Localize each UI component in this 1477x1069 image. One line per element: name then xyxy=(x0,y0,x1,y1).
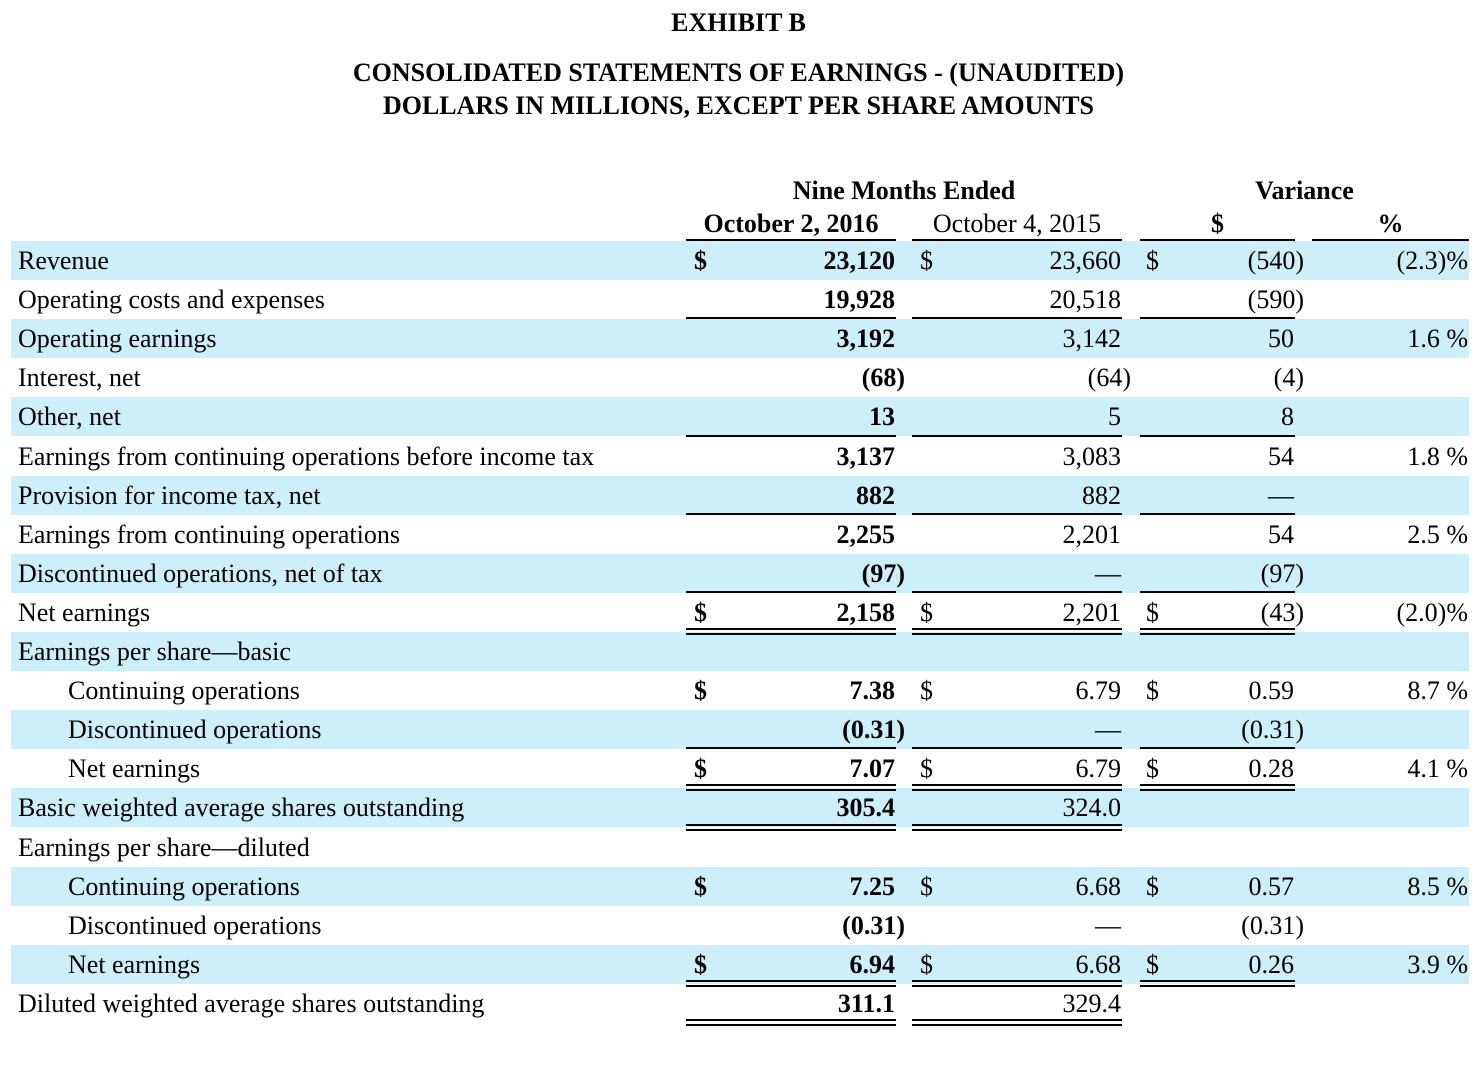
subtotal-rule xyxy=(686,317,896,319)
total-double-rule xyxy=(912,824,1122,831)
total-double-rule xyxy=(912,628,1122,635)
total-double-rule xyxy=(1140,784,1295,791)
current-value: 23,120 xyxy=(823,246,895,275)
variance-dollar-sign: $ xyxy=(1146,246,1159,275)
current-value: (97) xyxy=(861,558,905,588)
variance-percent: 3.9 % xyxy=(1407,949,1468,979)
current-dollar-sign: $ xyxy=(694,246,707,275)
total-double-rule xyxy=(686,980,896,987)
period-group-header: Nine Months Ended xyxy=(792,176,1016,205)
variance-value: (590) xyxy=(1247,285,1304,315)
row-label: Operating earnings xyxy=(18,324,217,354)
prior-value: 3,142 xyxy=(1062,324,1121,354)
variance-percent: 8.5 % xyxy=(1407,871,1468,901)
variance-dollar-header: $ xyxy=(1211,209,1224,238)
variance-percent xyxy=(1311,476,1468,515)
variance-value: 54 xyxy=(1268,441,1294,471)
subtotal-rule xyxy=(1140,591,1295,593)
variance-percent: (2.0)% xyxy=(1396,597,1468,627)
current-value: 7.07 xyxy=(849,754,895,784)
variance-percent xyxy=(1311,906,1468,945)
row-label: Continuing operations xyxy=(68,871,300,901)
current-value: 305.4 xyxy=(836,793,895,823)
prior-dollar-sign: $ xyxy=(920,949,933,979)
table-row xyxy=(11,476,1469,515)
variance-value: 50 xyxy=(1268,324,1294,354)
current-value: (0.31) xyxy=(842,910,905,940)
row-label: Other, net xyxy=(18,402,121,432)
row-label: Interest, net xyxy=(18,363,141,393)
variance-percent xyxy=(1311,397,1468,436)
prior-value xyxy=(937,632,1121,671)
prior-value: — xyxy=(1095,910,1121,940)
current-value: 311.1 xyxy=(837,988,895,1018)
table-row xyxy=(11,319,1469,358)
prior-value: — xyxy=(1095,715,1121,745)
current-value: 3,137 xyxy=(836,441,895,471)
variance-value: (540) xyxy=(1247,246,1304,275)
variance-value: (4) xyxy=(1273,363,1304,393)
variance-value xyxy=(1161,632,1294,671)
table-row xyxy=(11,593,1469,632)
prior-value: 6.79 xyxy=(1075,676,1121,706)
statement-subtitle: DOLLARS IN MILLIONS, EXCEPT PER SHARE AMOUNTS xyxy=(382,91,1095,120)
current-dollar-sign: $ xyxy=(694,754,707,784)
subtotal-rule xyxy=(912,435,1122,437)
variance-percent: 2.5 % xyxy=(1407,519,1468,549)
variance-percent xyxy=(1311,788,1468,827)
current-value: 7.38 xyxy=(849,676,895,706)
prior-value: — xyxy=(1095,558,1121,588)
table-row xyxy=(11,906,1469,945)
total-double-rule xyxy=(686,1019,896,1026)
prior-value: 6.68 xyxy=(1075,949,1121,979)
prior-value: 324.0 xyxy=(1062,793,1121,823)
row-label: Discontinued operations xyxy=(68,715,322,745)
table-row xyxy=(11,397,1469,436)
subtotal-rule xyxy=(686,591,896,593)
row-label: Continuing operations xyxy=(68,676,300,706)
table-row xyxy=(11,984,1469,1023)
current-value: 13 xyxy=(869,402,895,432)
row-label: Discontinued operations xyxy=(68,910,322,940)
variance-value: — xyxy=(1268,480,1294,510)
table-row xyxy=(11,280,1469,319)
row-label: Diluted weighted average shares outstanding xyxy=(18,988,485,1018)
table-row xyxy=(11,241,1469,280)
prior-value xyxy=(937,828,1121,867)
total-double-rule xyxy=(1140,628,1295,635)
prior-value: (64) xyxy=(1087,363,1131,393)
table-row xyxy=(11,945,1469,984)
variance-percent xyxy=(1311,554,1468,593)
variance-value: 0.26 xyxy=(1248,949,1294,979)
total-double-rule xyxy=(686,628,896,635)
current-value xyxy=(711,828,895,867)
variance-percent: 4.1 % xyxy=(1407,754,1468,784)
row-label: Earnings per share—basic xyxy=(18,637,291,666)
total-double-rule xyxy=(686,824,896,831)
variance-percent-header: % xyxy=(1377,209,1404,238)
table-row xyxy=(11,554,1469,593)
variance-value: (0.31) xyxy=(1241,715,1304,745)
prior-value: 20,518 xyxy=(1049,285,1121,315)
current-value: (68) xyxy=(861,363,905,393)
row-label: Provision for income tax, net xyxy=(18,480,321,510)
variance-value: 54 xyxy=(1268,519,1294,549)
prior-value: 6.68 xyxy=(1075,871,1121,901)
variance-percent xyxy=(1311,984,1468,1023)
prior-dollar-sign: $ xyxy=(920,597,933,627)
row-label: Earnings from continuing operations before income tax xyxy=(18,441,595,471)
variance-percent: 1.8 % xyxy=(1407,441,1468,471)
row-label: Earnings from continuing operations xyxy=(18,519,400,549)
variance-percent xyxy=(1311,280,1468,319)
prior-value: 3,083 xyxy=(1062,441,1121,471)
current-dollar-sign: $ xyxy=(694,949,707,979)
exhibit-label: EXHIBIT B xyxy=(671,8,806,37)
variance-value xyxy=(1161,828,1294,867)
subtotal-rule xyxy=(912,317,1122,319)
current-value: 19,928 xyxy=(823,285,895,315)
row-label: Basic weighted average shares outstanding xyxy=(18,793,465,823)
variance-value xyxy=(1161,984,1294,1023)
subtotal-rule xyxy=(912,591,1122,593)
variance-value: 0.59 xyxy=(1248,676,1294,706)
subtotal-rule xyxy=(1140,513,1295,515)
table-row xyxy=(11,671,1469,710)
variance-group-header: Variance xyxy=(1255,176,1354,205)
variance-percent xyxy=(1311,358,1468,397)
subtotal-rule xyxy=(1140,435,1295,437)
prior-value: 23,660 xyxy=(1049,246,1121,275)
row-label: Operating costs and expenses xyxy=(18,285,325,315)
variance-percent: 8.7 % xyxy=(1407,676,1468,706)
total-double-rule xyxy=(686,784,896,791)
subtotal-rule xyxy=(1140,747,1295,749)
prior-value: 2,201 xyxy=(1062,597,1121,627)
prior-dollar-sign: $ xyxy=(920,754,933,784)
current-value: 2,255 xyxy=(836,519,895,549)
prior-value: 329.4 xyxy=(1062,988,1121,1018)
current-dollar-sign: $ xyxy=(694,676,707,706)
subtotal-rule xyxy=(686,747,896,749)
row-label: Revenue xyxy=(18,246,109,275)
subtotal-rule xyxy=(1140,317,1295,319)
table-row xyxy=(11,437,1469,476)
total-double-rule xyxy=(912,784,1122,791)
prior-period-header: October 4, 2015 xyxy=(932,209,1102,238)
prior-dollar-sign: $ xyxy=(920,871,933,901)
total-double-rule xyxy=(1140,980,1295,987)
row-label: Net earnings xyxy=(68,754,201,784)
variance-dollar-sign: $ xyxy=(1146,676,1159,706)
prior-value: 5 xyxy=(1108,402,1121,432)
prior-value: 882 xyxy=(1082,480,1121,510)
variance-value: (97) xyxy=(1260,558,1304,588)
subtotal-rule xyxy=(686,435,896,437)
row-label: Discontinued operations, net of tax xyxy=(18,558,383,588)
variance-value: 0.57 xyxy=(1248,871,1294,901)
variance-value: (43) xyxy=(1260,597,1304,627)
row-label: Net earnings xyxy=(68,949,201,979)
row-label: Earnings per share—diluted xyxy=(18,832,310,862)
variance-dollar-sign: $ xyxy=(1146,597,1159,627)
prior-value: 6.79 xyxy=(1075,754,1121,784)
table-row xyxy=(11,828,1469,867)
variance-percent: 1.6 % xyxy=(1407,324,1468,354)
prior-dollar-sign: $ xyxy=(920,676,933,706)
current-period-header: October 2, 2016 xyxy=(703,209,879,238)
current-dollar-sign: $ xyxy=(694,871,707,901)
variance-percent: (2.3)% xyxy=(1396,246,1468,275)
subtotal-rule xyxy=(686,513,896,515)
current-value: 3,192 xyxy=(836,324,895,354)
variance-value xyxy=(1161,788,1294,827)
table-row xyxy=(11,867,1469,906)
subtotal-rule xyxy=(912,747,1122,749)
variance-value: 8 xyxy=(1281,402,1294,432)
table-row xyxy=(11,515,1469,554)
table-row xyxy=(11,749,1469,788)
variance-dollar-sign: $ xyxy=(1146,871,1159,901)
table-row xyxy=(11,358,1469,397)
row-label: Net earnings xyxy=(18,597,151,627)
prior-dollar-sign: $ xyxy=(920,246,933,275)
subtotal-rule xyxy=(912,513,1122,515)
prior-value: 2,201 xyxy=(1062,519,1121,549)
variance-value: (0.31) xyxy=(1241,910,1304,940)
current-value: 6.94 xyxy=(849,949,895,979)
variance-dollar-sign: $ xyxy=(1146,754,1159,784)
total-double-rule xyxy=(912,1019,1122,1026)
table-row xyxy=(11,632,1469,671)
variance-percent xyxy=(1311,632,1468,671)
total-double-rule xyxy=(912,980,1122,987)
statement-title: CONSOLIDATED STATEMENTS OF EARNINGS - (UNAUDITED) xyxy=(352,58,1125,87)
current-dollar-sign: $ xyxy=(694,597,707,627)
current-value: 882 xyxy=(856,480,895,510)
variance-dollar-sign: $ xyxy=(1146,949,1159,979)
current-value xyxy=(711,632,895,671)
variance-value: 0.28 xyxy=(1248,754,1294,784)
variance-percent xyxy=(1311,710,1468,749)
current-value: (0.31) xyxy=(842,715,905,745)
table-row xyxy=(11,788,1469,827)
table-row xyxy=(11,710,1469,749)
current-value: 7.25 xyxy=(849,871,895,901)
current-value: 2,158 xyxy=(836,597,895,627)
variance-percent xyxy=(1311,828,1468,867)
